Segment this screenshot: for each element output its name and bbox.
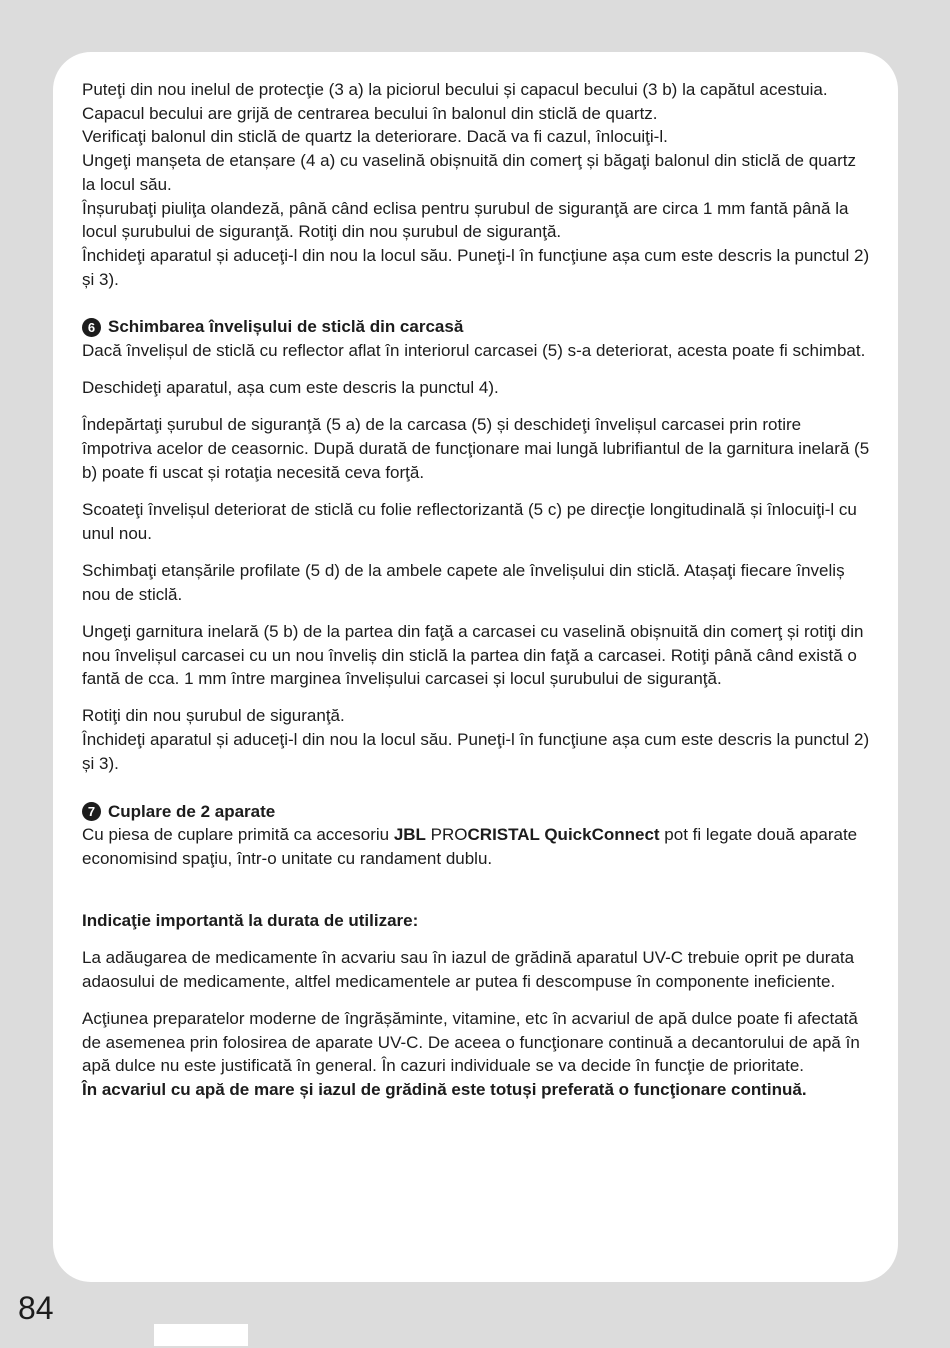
section-6-paragraph-4: Scoateţi învelișul deteriorat de sticlă cu folie reflectorizantă (5 c) pe direcţie longitudinală și înlocuiţi-l cu unul nou. <box>82 500 857 543</box>
section-7-text-after: pot fi legate două aparate economisind spaţiu, într-o unitate cu randament dublu. <box>82 825 858 868</box>
brand-pro: PRO <box>425 825 468 845</box>
section-6-paragraph-7b: Închideţi aparatul și aduceţi-l din nou la locul său. Puneţi-l în funcţiune așa cum este descris la punctul 2) și 3). <box>82 730 870 773</box>
intro-paragraph-4: Înșurubaţi piuliţa olandeză, până când eclisa pentru șurubul de siguranţă are circa 1 mm fantă până la locul șurubului de siguranţă. Rotiţi din nou șurubul de siguranţă. <box>82 198 849 242</box>
section-6-title: Schimbarea învelișului de sticlă din carcasă <box>108 317 464 337</box>
section-6-paragraph-5: Schimbaţi etanșările profilate (5 d) de la ambele capete ale învelișului din sticlă. Atașaţi fiecare înveliș nou de sticlă. <box>82 560 845 604</box>
section-6-paragraph-2: Deschideţi aparatul, așa cum este descris la punctul 4). <box>82 378 499 398</box>
intro-paragraph-2: Verificaţi balonul din sticlă de quartz la deteriorare. Dacă va fi cazul, înlocuiţi-l. <box>82 127 668 147</box>
important-note-title: Indicaţie importantă la durata de utilizare: <box>82 910 419 930</box>
section-6-heading <box>82 315 872 339</box>
section-7-title: Cuplare de 2 aparate <box>108 801 276 821</box>
section-6-paragraph-6: Ungeţi garnitura inelară (5 b) de la partea din faţă a carcasei cu vaselină obișnuită din comerţ și rotiţi din nou învelișul carcasei cu un nou înveliș din sticlă la partea din faţă a carcasei. Rotiţi până când există o fantă de cca. 1 mm între marginea învelișului carcasei și locul șurubului de siguranţă. <box>82 621 864 689</box>
section-7-paragraph <box>82 823 872 870</box>
section-6-paragraph-7a: Rotiţi din nou șurubul de siguranţă. <box>82 706 345 726</box>
intro-paragraph-3: Ungeţi manșeta de etanșare (4 a) cu vaselină obișnuită din comerţ și băgaţi balonul din sticlă de quartz la locul său. <box>82 151 856 194</box>
product-name: CRISTAL QuickConnect <box>467 825 660 845</box>
important-note-paragraph-2: Acţiunea preparatelor moderne de îngrășăminte, vitamine, etc în acvariul de apă dulce poate fi afectată de asemenea prin folosirea de aparate UV-C. De aceea o funcţionare continuă a decantorului de apă în apă dulce nu este justificată în general. În cazuri individuale se va decide în funcţie de prioritate. <box>82 1008 860 1076</box>
section-6-number-badge: 6 <box>82 318 101 337</box>
intro-paragraph-1: Puteţi din nou inelul de protecţie (3 a) la piciorul becului și capacul becului (3 b) la capătul acestuia. Capacul becului are grijă de centrarea becului în balonul din sticlă de quartz. <box>82 80 828 123</box>
manual-content <box>82 78 872 1102</box>
section-7-text-before: Cu piesa de cuplare primită ca accesoriu <box>82 825 394 845</box>
important-note-paragraph-1: La adăugarea de medicamente în acvariu sau în iazul de grădină aparatul UV-C trebuie oprit pe durata adaosului de medicamente, altfel medicamentele ar putea fi descompuse în componente ineficiente. <box>82 947 855 991</box>
brand-jbl: JBL <box>393 825 426 845</box>
section-7-number-badge: 7 <box>82 802 101 821</box>
intro-paragraph-5: Închideţi aparatul și aduceţi-l din nou la locul său. Puneţi-l în funcţiune așa cum este descris la punctul 2) și 3). <box>82 245 870 289</box>
section-6-paragraph-3: Îndepărtaţi șurubul de siguranţă (5 a) de la carcasa (5) și deschideţi învelișul carcasei prin rotire împotriva acelor de ceasornic. După durată de funcţionare mai lungă lubrifiantul de la garnitura inelară (5 b) poate fi uscat și rotaţia necesită ceva forţă. <box>82 415 870 482</box>
section-6-paragraph-1: Dacă învelișul de sticlă cu reflector aflat în interiorul carcasei (5) s-a deteriorat, acesta poate fi schimbat. <box>82 341 866 361</box>
page-tab-marker <box>154 1324 248 1346</box>
page-number: 84 <box>18 1290 54 1326</box>
section-7-heading <box>82 800 872 824</box>
important-note-emphasis: În acvariul cu apă de mare și iazul de grădină este totuși preferată o funcţionare continuă. <box>82 1079 807 1099</box>
